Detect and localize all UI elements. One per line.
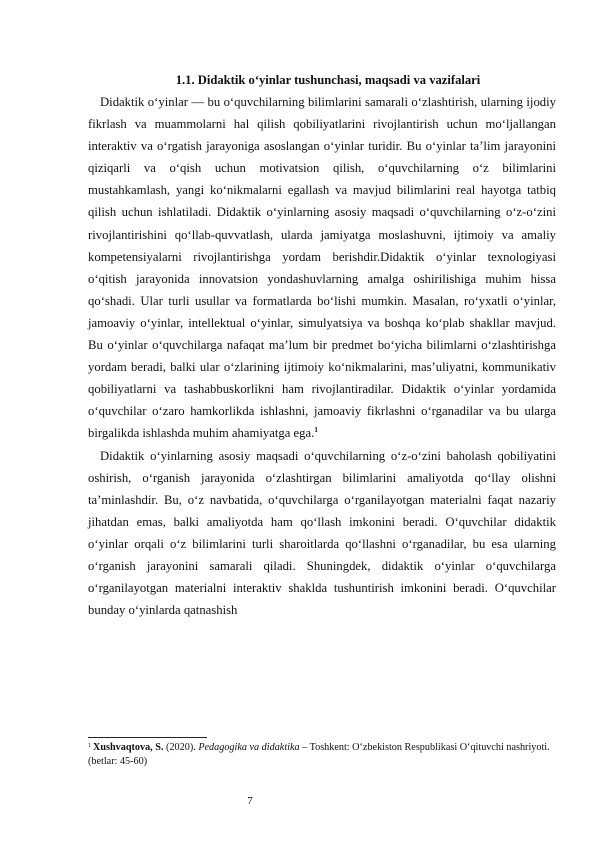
paragraph-text: Didaktik o‘yinlarning asosiy maqsadi o‘quvchilarning o‘z-o‘zini baholash qobiliyatini oshirish, o‘rganish jarayonida o‘zlashtirgan bilimlarini amaliyotda qo‘llay olishni ta’minlashdir. Bu, o‘z navbatida, o‘quvchilarga o‘rganilayotgan materialni faqat nazariy jihatdan emas, balki amaliyotda ham qo‘llash imkonini beradi. O‘quvchilar didaktik o‘yinlar orqali o‘z bilimlarini turli sharoitlarda qo‘llashni o‘rganadilar, bu esa ularning o‘rganish jarayonini samarali qiladi. Shuningdek, didaktik o‘yinlar o‘quvchilarga o‘rganilayotgan materialni interaktiv shaklda tushuntirish imkonini beradi. O‘quvchilar bunday o‘yinlarda qatnashish xyxy=(88,448,556,618)
page-number: 7 xyxy=(247,795,253,807)
footnote xyxy=(88,741,558,769)
paragraph xyxy=(88,91,556,445)
footnote-book-title: Pedagogika va didaktika xyxy=(198,742,300,753)
footnote-mark: 1 xyxy=(88,743,91,749)
footnote-author: Xushvaqtova, S. xyxy=(93,742,164,753)
footnote-reference[interactable]: 1 xyxy=(314,426,318,435)
section-heading: 1.1. Didaktik o‘yinlar tushunchasi, maqsadi va vazifalari xyxy=(175,73,481,87)
footnote-publisher: – Toshkent: O‘zbekiston Respublikasi O‘qituvchi nashriyoti. (betlar: 45-60) xyxy=(88,742,550,767)
footnote-separator xyxy=(88,737,207,738)
paragraph-text: Didaktik o‘yinlar — bu o‘quvchilarning bilimlarini samarali o‘zlashtirish, ularning ijodiy fikrlash va muammolarni hal qilish qobiliyatlarini rivojlantirish uchun mo‘ljallangan interaktiv va o‘rgatish jarayoniga asoslangan o‘yinlar turidir. Bu o‘yinlar ta’lim jarayonini qiziqarli va o‘qish uchun motivatsion qilish, o‘quvchilarning o‘z bilimlarini mustahkamlash, yangi ko‘nikmalarni egallash va mavjud bilimlarini real hayotga tatbiq qilish uchun ishlatiladi. Didaktik o‘yinlarning asosiy maqsadi o‘quvchilarning o‘z-o‘zini rivojlantirishini qo‘llab-quvvatlash, ularda jamiyatga moslashuvni, ijtimoiy va amaliy kompetensiyalarni rivojlantirishga yordam berishdir.Didaktik o‘yinlar texnologiyasi o‘qitish jarayonida innovatsion yondashuvlarning amalga oshirilishiga muhim hissa qo‘shadi. Ular turli usullar va formatlarda bo‘lishi mumkin. Masalan, ro‘yxatli o‘yinlar, jamoaviy o‘yinlar, intellektual o‘yinlar, simulyatsiya va boshqa ko‘plab shakllar mavjud. Bu o‘yinlar o‘quvchilarga nafaqat ma’lum bir predmet bo‘yicha bilimlarni o‘zlashtirishga yordam beradi, balki ular o‘zlarining ijtimoiy ko‘nikmalarini, mas’uliyatni, kommunikativ qobiliyatlarni va tashabbuskorlikni ham rivojlantiradilar. Didaktik o‘yinlar yordamida o‘quvchilar o‘zaro hamkorlikda ishlashni, jamoaviy fikrlashni o‘rganadilar va bu ularga birgalikda ishlashda muhim ahamiyatga ega. xyxy=(88,95,556,441)
body-text xyxy=(88,91,556,621)
footnote-year: (2020). xyxy=(163,742,199,753)
paragraph xyxy=(88,445,556,622)
